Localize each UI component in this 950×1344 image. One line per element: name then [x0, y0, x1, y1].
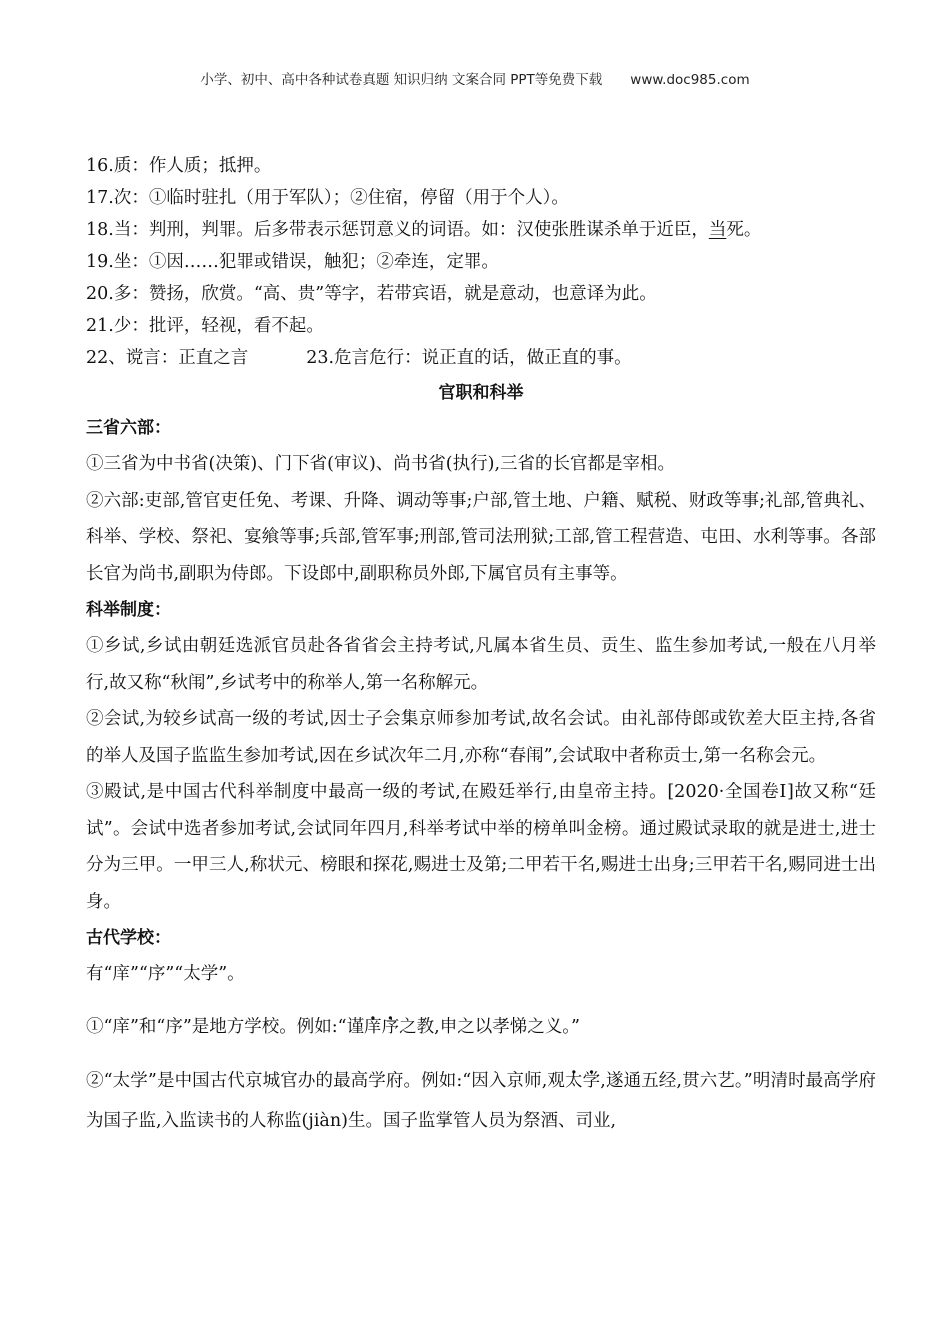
sansheng-para-1: ①三省为中书省(决策)、门下省(审议)、尚书省(执行),三省的长官都是宰相。 [86, 454, 676, 474]
item-18-text: 18.当：判刑，判罪。后多带表示惩罚意义的词语。如：汉使张胜谋杀单于近臣， [86, 220, 709, 240]
item-20: 20.多：赞扬，欣赏。“高、贵”等字，若带宾语，就是意动，也意译为此。 [86, 284, 657, 304]
school-heading: 古代学校： [86, 928, 171, 948]
school-para-2 [86, 1061, 876, 1141]
keju-para-3: ③殿试,是中国古代科举制度中最高一级的考试,在殿廷举行,由皇帝主持。[2020·全国卷Ⅰ]故又称“廷试”。会试中选者参加考试,会试同年四月,科举考试中举的榜单叫金榜。通过殿试录取的就是进士,进士分为三甲。一甲三人,称状元、榜眼和探花,赐进士及第;二甲若干名,赐进士出身;三甲若干名,赐同进士出身。 [86, 782, 876, 912]
item-22: 22、谠言：正直之言 [86, 348, 249, 368]
school-para-1-text: ①“庠”和“序”是地方学校。例如:“谨 [86, 1016, 365, 1037]
emphasis-char: 太 [565, 1070, 583, 1091]
item-19: 19.坐：①因……犯罪或错误，触犯；②牵连，定罪。 [86, 252, 499, 272]
item-16: 16.质：作人质；抵押。 [86, 156, 272, 176]
item-21: 21.少：批评，轻视，看不起。 [86, 316, 324, 336]
sansheng-para-2: ②六部:吏部,管官吏任免、考课、升降、调动等事;户部,管土地、户籍、赋税、财政等事;礼部,管典礼、科举、学校、祭祀、宴飨等事;兵部,管军事;刑部,管司法刑狱;工部,管工程营造、屯田、水利等事。各部长官为尚书,副职为侍郎。下设郎中,副职称员外郎,下属官员有主事等。 [86, 490, 876, 584]
school-para-2-end: ,遂通五经,贯六艺。”明清时最高学府为国子监,入监读书的人称监(jiàn)生。国子监掌管人员为祭酒、司业, [86, 1070, 877, 1131]
item-22-23 [86, 342, 876, 374]
school-para-2-text: ②“太学”是中国古代京城官办的最高学府。例如:“因入京师,观 [86, 1070, 566, 1091]
item-17: 17.次：①临时驻扎（用于军队）；②住宿，停留（用于个人）。 [86, 188, 569, 208]
school-para-1-end: 之教,申之以孝悌之义。” [399, 1016, 580, 1037]
header-url[interactable]: www.doc985.com [630, 72, 750, 88]
emphasis-char: 庠 [364, 1016, 382, 1037]
keju-para-1: ①乡试,乡试由朝廷选派官员赴各省省会主持考试,凡属本省生员、贡生、监生参加考试,一般在八月举行,故又称“秋闱”,乡试考中的称举人,第一名称解元。 [86, 636, 876, 693]
keju-para-2: ②会试,为较乡试高一级的考试,因士子会集京师参加考试,故名会试。由礼部侍郎或钦差大臣主持,各省的举人及国子监监生参加考试,因在乡试次年二月,亦称“春闱”,会试取中者称贡士,第一名称会元。 [86, 709, 876, 766]
page-header [0, 68, 950, 88]
school-intro: 有“庠”“序”“太学”。 [86, 964, 245, 984]
item-18-end: 死。 [726, 220, 762, 240]
item-23: 23.危言危行：说正直的话，做正直的事。 [306, 348, 632, 368]
sansheng-heading: 三省六部： [86, 418, 171, 438]
item-18-underlined: 当 [708, 220, 727, 240]
emphasis-char: 序 [381, 1016, 400, 1037]
school-para-1 [86, 1007, 876, 1047]
emphasis-char: 学 [582, 1070, 601, 1091]
document-body [86, 150, 876, 1141]
keju-heading: 科举制度： [86, 600, 171, 620]
item-18 [86, 214, 876, 246]
section-title: 官职和科举 [438, 383, 524, 403]
header-text: 小学、初中、高中各种试卷真题 知识归纳 文案合同 PPT等免费下载 [200, 72, 603, 88]
